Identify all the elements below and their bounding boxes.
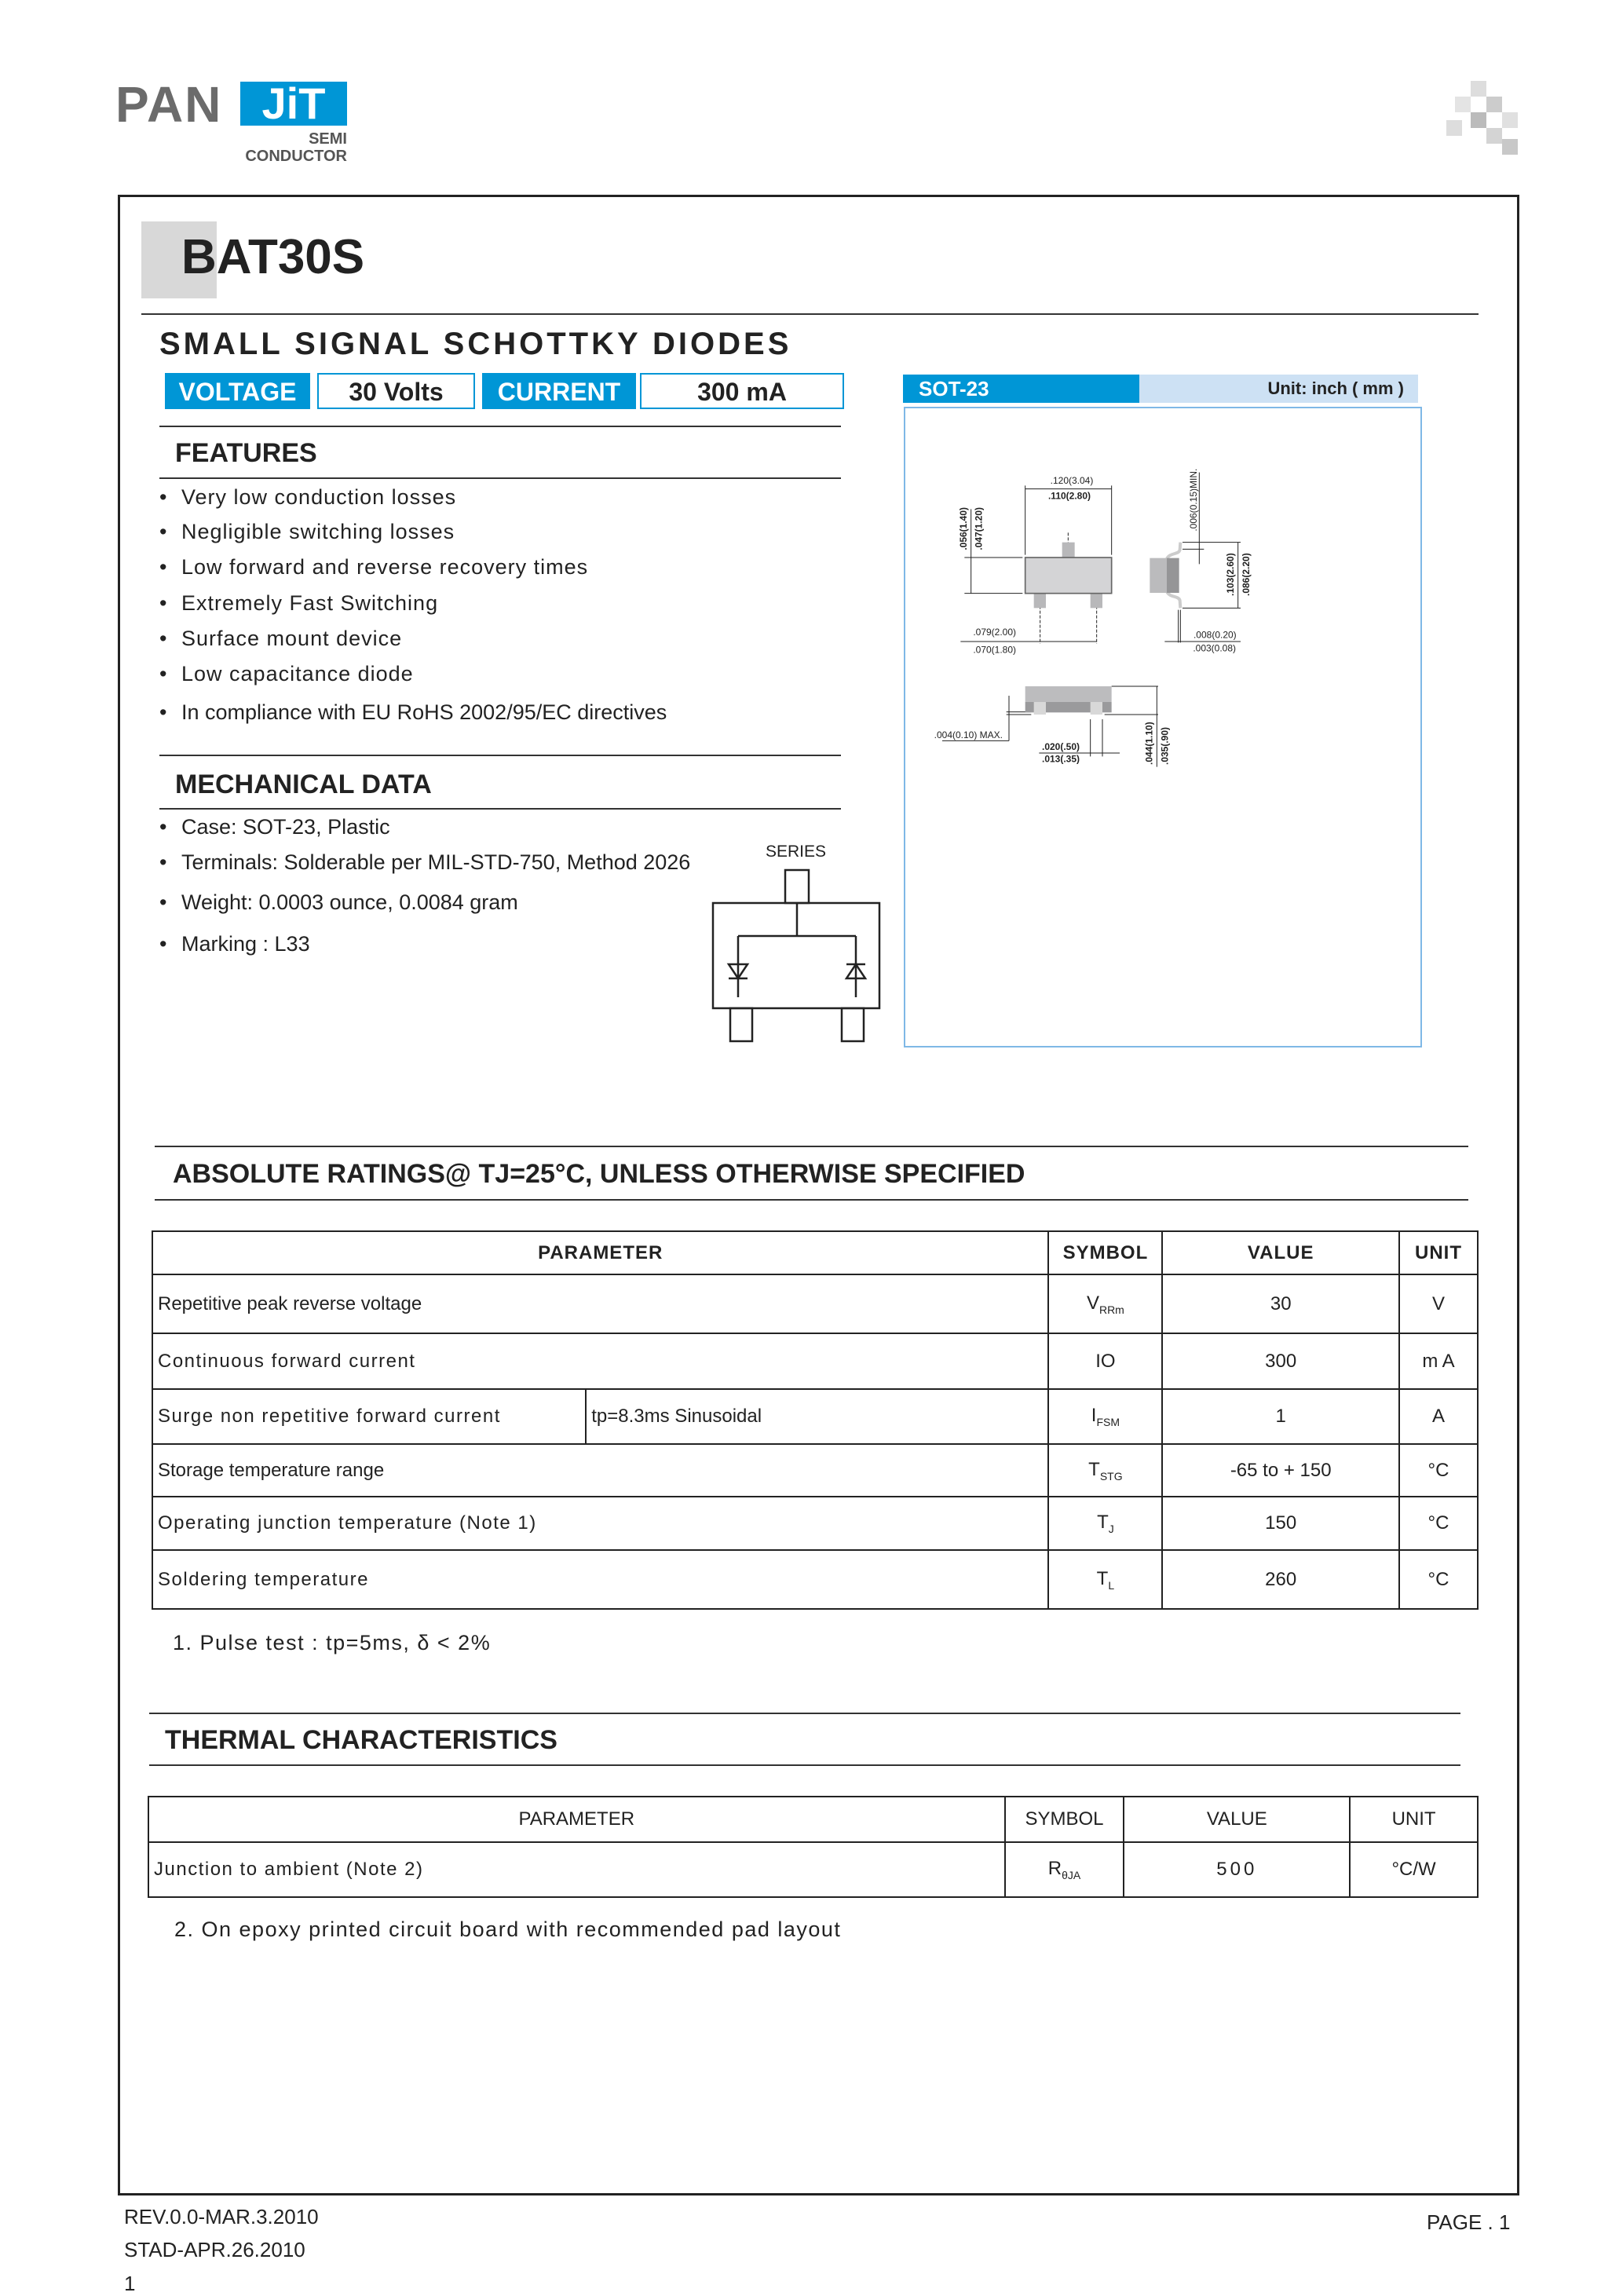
subtitle: SMALL SIGNAL SCHOTTKY DIODES bbox=[159, 327, 792, 361]
note-2: 2. On epoxy printed circuit board with recommended pad layout bbox=[174, 1918, 842, 1941]
divider bbox=[149, 1764, 1460, 1766]
package-name: SOT-23 bbox=[903, 375, 1139, 403]
header-unit: UNIT bbox=[1399, 1231, 1478, 1274]
logo-pan: PAN bbox=[115, 76, 223, 133]
dim-text: .047(1.20) bbox=[973, 506, 985, 550]
dim-text: .056(1.40) bbox=[958, 506, 969, 550]
voltage-value: 30 Volts bbox=[317, 373, 475, 409]
thermal-table bbox=[148, 1796, 1479, 1898]
table-row: Repetitive peak reverse voltage $V_{RRm}$ 30 V bbox=[152, 1274, 1478, 1333]
package-unit: Unit: inch ( mm ) bbox=[1139, 375, 1418, 403]
dim-text: .079(2.00) bbox=[973, 627, 1017, 638]
note-1: 1. Pulse test : tp=5ms, δ < 2% bbox=[173, 1631, 492, 1654]
header-value: VALUE bbox=[1162, 1231, 1399, 1274]
decorative-squares-icon bbox=[1446, 81, 1520, 155]
divider bbox=[149, 1713, 1460, 1714]
feature-item: • Extremely Fast Switching bbox=[159, 591, 439, 615]
footer-revision: REV.0.0-MAR.3.2010 bbox=[124, 2205, 319, 2228]
dim-text: .120(3.04) bbox=[1050, 475, 1094, 486]
logo-jit: JiT bbox=[240, 82, 347, 126]
absolute-ratings-heading: ABSOLUTE RATINGS@ TJ=25°C, UNLESS OTHERWISE SPECIFIED bbox=[173, 1159, 1025, 1189]
dim-text: .110(2.80) bbox=[1047, 490, 1091, 502]
feature-item: • Surface mount device bbox=[159, 627, 403, 650]
divider bbox=[155, 1146, 1468, 1147]
absolute-ratings-table bbox=[152, 1230, 1479, 1610]
dim-text: .006(0.15)MIN. bbox=[1188, 468, 1199, 532]
feature-item: • In compliance with EU RoHS 2002/95/EC directives bbox=[159, 700, 667, 724]
header-symbol: SYMBOL bbox=[1048, 1231, 1162, 1274]
table-row: Junction to ambient (Note 2) $R_{\theta JA}$ 500 °C/W bbox=[148, 1842, 1478, 1897]
logo-sub1: SEMI bbox=[309, 130, 347, 148]
header-parameter: PARAMETER bbox=[148, 1797, 1005, 1842]
logo-sub2: CONDUCTOR bbox=[245, 148, 347, 165]
mechanical-item: • Terminals: Solderable per MIL-STD-750, Method 2026 bbox=[159, 850, 691, 874]
table-row: Soldering temperature $T_L$ 260 °C bbox=[152, 1550, 1478, 1609]
page-number: PAGE . 1 bbox=[1427, 2210, 1511, 2234]
dim-text: .003(0.08) bbox=[1193, 642, 1237, 654]
header-value: VALUE bbox=[1124, 1797, 1350, 1842]
table-row: Operating junction temperature (Note 1) $T_J$ 150 °C bbox=[152, 1497, 1478, 1550]
series-label: SERIES bbox=[766, 843, 827, 861]
dim-text: .008(0.20) bbox=[1193, 629, 1237, 641]
package-outline-drawing bbox=[903, 369, 1421, 934]
divider bbox=[159, 426, 841, 427]
feature-item: • Very low conduction losses bbox=[159, 485, 457, 509]
features-heading: FEATURES bbox=[175, 438, 317, 468]
table-row: Continuous forward current IO 300 m A bbox=[152, 1333, 1478, 1389]
feature-item: • Low capacitance diode bbox=[159, 662, 414, 686]
header-parameter: PARAMETER bbox=[152, 1231, 1048, 1274]
series-diode-schematic-icon bbox=[707, 864, 887, 1048]
thermal-heading: THERMAL CHARACTERISTICS bbox=[165, 1725, 557, 1755]
header-unit: UNIT bbox=[1350, 1797, 1478, 1842]
footer-number: 1 bbox=[124, 2272, 136, 2295]
part-number-title: BAT30S bbox=[181, 230, 365, 284]
dim-text: .086(2.20) bbox=[1241, 553, 1252, 597]
table-row: Surge non repetitive forward current tp=8.3ms Sinusoidal $I_{FSM}$ 1 A bbox=[152, 1389, 1478, 1444]
table-row: Storage temperature range $T_{STG}$ -65 to + 150 °C bbox=[152, 1444, 1478, 1497]
divider bbox=[141, 313, 1479, 315]
logo-subtitle bbox=[236, 130, 347, 165]
voltage-label: VOLTAGE bbox=[165, 373, 310, 409]
dim-text: .020(.50) bbox=[1041, 741, 1080, 752]
divider bbox=[155, 1199, 1468, 1201]
dim-text: .070(1.80) bbox=[973, 644, 1017, 656]
divider bbox=[159, 808, 841, 810]
dim-text: .004(0.10) MAX. bbox=[934, 729, 1003, 740]
current-label: CURRENT bbox=[482, 373, 636, 409]
feature-item: • Negligible switching losses bbox=[159, 520, 455, 543]
header-symbol: SYMBOL bbox=[1005, 1797, 1124, 1842]
mechanical-heading: MECHANICAL DATA bbox=[175, 770, 432, 799]
dim-text: .035(.90) bbox=[1159, 726, 1171, 766]
dim-text: .013(.35) bbox=[1041, 753, 1080, 765]
current-value: 300 mA bbox=[640, 373, 844, 409]
mechanical-item: • Weight: 0.0003 ounce, 0.0084 gram bbox=[159, 890, 518, 914]
mechanical-item: • Case: SOT-23, Plastic bbox=[159, 815, 390, 839]
dim-text: .044(1.10) bbox=[1143, 722, 1155, 766]
divider bbox=[159, 477, 841, 479]
footer-stad: STAD-APR.26.2010 bbox=[124, 2238, 305, 2261]
mechanical-item: • Marking : L33 bbox=[159, 932, 310, 956]
dim-text: .103(2.60) bbox=[1225, 553, 1236, 597]
feature-item: • Low forward and reverse recovery times bbox=[159, 555, 589, 579]
divider bbox=[159, 755, 841, 756]
